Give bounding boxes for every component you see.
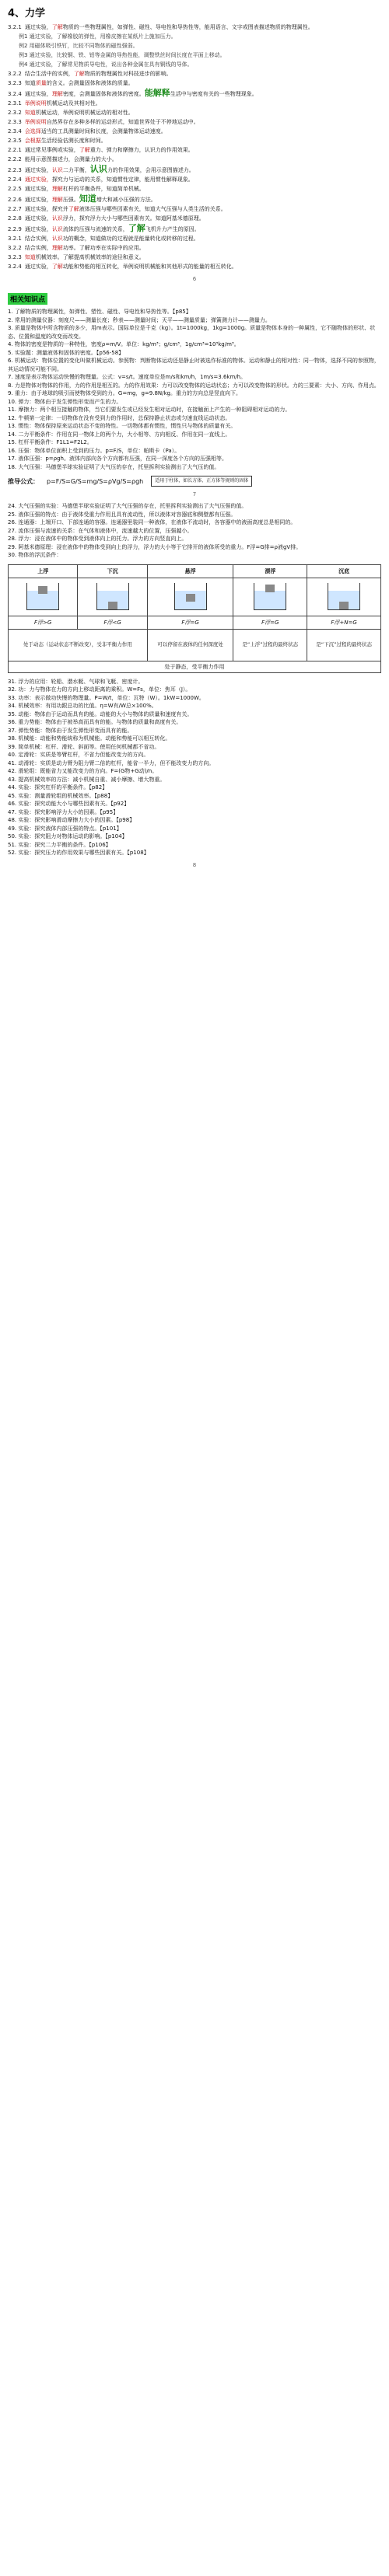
standard-text: 通过实验，: [24, 264, 52, 270]
example-text: 例2 用磁体吸引铁钉，比较不同物体的磁性强弱。: [19, 43, 138, 49]
standard-row: [8, 205, 381, 214]
knowledge-points-heading-wrap: [0, 287, 389, 308]
standard-row: [8, 51, 381, 60]
standard-text: 流体的压强与流速的关系，: [62, 226, 128, 232]
standard-text: 物质的一些物理属性，如弹性、磁性、导电性和导热性等，能用语言、文字或图表描述物质的物理属性。: [62, 24, 314, 30]
knowledge-point: 50. 实验：探究阻力对物体运动的影响。【p104】: [8, 833, 128, 839]
knowledge-points-heading: 相关知识点: [8, 293, 47, 305]
standard-text: 通过实验，: [24, 215, 52, 222]
standard-code: 3.2.1: [8, 24, 22, 30]
table-cell-dynamic: 处于动态（运动状态不断改变），受非平衡力作用: [9, 629, 148, 661]
knowledge-point: 3. 质量是物体中所含物质的多少，用m表示。国际单位是千克（kg）。1t=1000kg，1kg=1000g。质量是物体本身的一种属性，它不随物体的形状、状态、位置和温度的改变而改变。: [8, 325, 376, 340]
beaker-diagram: [174, 583, 207, 610]
knowledge-point: 41. 动滑轮：实质是动力臂为阻力臂二倍的杠杆，能省一半力，但不能改变力的方向。: [8, 759, 215, 766]
table-cell: 是“上浮”过程的最终状态: [233, 629, 307, 661]
table-header-cell: 下沉: [78, 564, 147, 578]
standard-keyword: 了解: [51, 264, 63, 270]
standard-emphasis: 知道: [79, 194, 96, 204]
standard-keyword: 理解: [51, 197, 63, 203]
standard-text: 知道: [24, 80, 36, 86]
knowledge-points-list-2: [0, 502, 389, 560]
knowledge-point: 43. 提高机械效率的方法：减小机械自重、减小摩擦、增大物重。: [8, 776, 166, 783]
standard-text: 适当的工具测量时间和长度，会测量物体运动速度。: [40, 128, 166, 134]
knowledge-point: 40. 定滑轮：实质是等臂杠杆，不省力但能改变力的方向。: [8, 752, 149, 758]
standard-code: 3.2.2: [8, 71, 22, 77]
curriculum-standards-list: [0, 23, 389, 271]
table-header-cell: 悬浮: [147, 564, 233, 578]
knowledge-point: 28. 浮力：浸在液体中的物体受到液体向上的托力。浮力的方向竖直向上。: [8, 536, 187, 542]
knowledge-point: 27. 流体压强与流速的关系：在气体和液体中，流速越大的位置，压强越小。: [8, 527, 193, 534]
knowledge-point: 33. 功率：表示做功快慢的物理量。P=W/t，单位：瓦特（W）。1kW=1000W。: [8, 694, 205, 701]
knowledge-point: 35. 动能：物体由于运动而具有的能。动能的大小与物体的质量和速度有关。: [8, 710, 193, 717]
standard-text: 二力平衡，: [62, 167, 90, 173]
knowledge-point: 11. 摩擦力：两个相互接触的物体，当它们要发生或已经发生相对运动时，在接触面上产生的一种阻碍相对运动的力。: [8, 407, 291, 413]
floating-block: [38, 586, 47, 594]
standard-text: 机械运动及其相对性。: [46, 100, 101, 106]
standard-keyword: 知道: [24, 110, 36, 116]
knowledge-point: 36. 重力势能：物体由于被举高而具有的能。与物体的质量和高度有关。: [8, 719, 182, 725]
standard-keyword: 通过实验，: [24, 176, 52, 183]
standard-row: [8, 137, 381, 145]
beaker-diagram: [328, 583, 360, 610]
table-diagram-cell: [147, 578, 233, 616]
pressure-formula-block: [8, 476, 381, 487]
standard-code: 2.3.4: [8, 128, 22, 134]
standard-text: 的含义。会测量固体和液体的质量。: [46, 80, 134, 86]
standard-code: 2.3.3: [8, 119, 22, 125]
standard-row: [8, 224, 381, 234]
standard-keyword: 理解: [51, 91, 63, 97]
standard-code: 3.2.2: [8, 245, 22, 251]
knowledge-point: 39. 简单机械：杠杆、滑轮、斜面等。使用任何机械都不省功。: [8, 743, 160, 750]
section-title: 4、力学: [8, 8, 46, 19]
knowledge-point: 6. 机械运动：物体位置的变化叫做机械运动。参照物：判断物体运动还是静止时被选作标准的物体。运动和静止的相对性：同一物体，选择不同的参照物，其运动情况可能不同。: [8, 358, 380, 372]
standard-code: 3.2.4: [8, 91, 22, 97]
standard-text: 通过实验，: [24, 226, 52, 232]
standard-row: [8, 176, 381, 184]
standard-text: 功率。了解功率在实际中的应用。: [62, 245, 145, 251]
standard-row: [8, 194, 381, 204]
knowledge-point: 44. 实验：探究杠杆的平衡条件。【p82】: [8, 784, 108, 791]
page-number: 6: [192, 276, 197, 282]
standard-emphasis: 认识: [89, 164, 107, 174]
table-footer: 处于静态，受平衡力作用: [9, 661, 381, 672]
standard-text: 结合实例，: [24, 245, 52, 251]
standard-keyword: 会选择: [24, 128, 41, 134]
standard-keyword: 认识: [51, 167, 63, 173]
standard-text: 生活经验估测长度和时间。: [40, 138, 107, 144]
table-diagram-cell: [307, 578, 381, 616]
table-header-cell: 上浮: [9, 564, 78, 578]
standard-code: 2.2.7: [8, 206, 22, 212]
standard-emphasis: 了解: [128, 223, 145, 233]
standard-row: [8, 89, 381, 99]
knowledge-point: 38. 机械能：动能和势能统称为机械能。动能和势能可以相互转化。: [8, 735, 171, 742]
knowledge-point: 10. 弹力：物体由于发生弹性形变而产生的力。: [8, 398, 122, 405]
standard-text: 结合生活中的实例，: [24, 71, 74, 77]
standard-keyword: 理解: [51, 245, 63, 251]
standard-text: 生活中与密度有关的一些物理现象。: [170, 91, 258, 97]
table-equation-cell: F浮=G: [147, 616, 233, 629]
table-header-cell: 漂浮: [233, 564, 307, 578]
standard-text: 机械效率。了解提高机械效率的途径和意义。: [35, 254, 145, 260]
standard-keyword: 质量: [35, 80, 47, 86]
beaker-diagram: [26, 583, 59, 610]
standard-row: [8, 244, 381, 253]
example-text: 例1 通过实验，了解橡胶的弹性，用橡皮擦在某纸片上施加压力。: [19, 33, 177, 40]
standard-code: 2.2.6: [8, 197, 22, 203]
floating-block: [339, 602, 349, 609]
standard-keyword: 认识: [51, 236, 63, 242]
standard-code: 2.3.2: [8, 110, 22, 116]
standard-row: [8, 155, 381, 164]
knowledge-point: 51. 实验：探究二力平衡的条件。【p106】: [8, 841, 111, 848]
standard-keyword: 举例说明: [24, 119, 47, 125]
standard-keyword: 了解: [68, 206, 79, 212]
knowledge-point: 5. 实验题：测量液体和固体的密度。【p56-58】: [8, 349, 124, 356]
standard-row: [8, 215, 381, 223]
standard-row: [8, 235, 381, 243]
standard-text: 密度，会测量固体和液体的密度。: [62, 91, 145, 97]
standard-code: 2.2.1: [8, 147, 22, 153]
standard-row: [8, 146, 381, 155]
standard-row: [8, 253, 381, 262]
standard-text: 力的作用效果，会用示意图描述力。: [107, 167, 194, 173]
knowledge-point: 46. 实验：探究动能大小与哪些因素有关。【p92】: [8, 801, 130, 807]
buoyancy-conditions-table: [8, 564, 381, 673]
standard-row: [8, 23, 381, 32]
standard-text: 重力、弹力和摩擦力，认识力的作用效果。: [89, 147, 194, 153]
standard-code: 2.2.5: [8, 186, 22, 192]
standard-keyword: 了解: [51, 24, 63, 30]
table-diagram-cell: [233, 578, 307, 616]
standard-keyword: 理解: [51, 186, 63, 192]
standard-row: [8, 42, 381, 51]
standard-row: [8, 185, 381, 194]
table-diagram-cell: [9, 578, 78, 616]
formula-label: 推导公式：: [8, 477, 39, 485]
knowledge-point: 7. 速度是表示物体运动快慢的物理量。公式：v=s/t。速度单位是m/s和km/h，1m/s=3.6km/h。: [8, 374, 247, 380]
table-cell: 是“下沉”过程的最终状态: [307, 629, 381, 661]
standard-text: 通过实验，: [24, 197, 52, 203]
table-equation-cell: F浮>G: [9, 616, 78, 629]
floating-block: [108, 602, 117, 609]
standard-text: 液体压强与哪些因素有关，知道大气压强与人类生活的关系。: [79, 206, 226, 212]
standard-keyword: 举例说明: [24, 100, 47, 106]
standard-code: 3.2.4: [8, 264, 22, 270]
standard-row: [8, 33, 381, 41]
knowledge-point: 37. 弹性势能：物体由于发生弹性形变而具有的能。: [8, 727, 133, 734]
knowledge-point: 31. 浮力的应用：轮船、潜水艇、气球和飞艇、密度计。: [8, 678, 144, 685]
standard-keyword: 了解: [73, 71, 85, 77]
table-header-cell: 沉底: [307, 564, 381, 578]
standard-text: 机械运动，举例说明机械运动的相对性。: [35, 110, 134, 116]
knowledge-point: 1. 了解物质的物理属性，如弹性、塑性、磁性、导电性和导热性等。【p85】: [8, 309, 191, 315]
standard-text: 动能和势能的相互转化，举例说明机械能和其他形式的能量的相互转化。: [62, 264, 237, 270]
standard-text: 结合实例，: [24, 236, 52, 242]
standard-text: 通过实验，: [24, 167, 52, 173]
standard-text: 压强。: [62, 197, 79, 203]
knowledge-point: 47. 实验：探究影响浮力大小的因素。【p95】: [8, 808, 119, 815]
standard-text: 自然界存在多种多样的运动形式，知道世界处于不停地运动中。: [46, 119, 199, 125]
knowledge-point: 18. 大气压强：马德堡半球实验证明了大气压的存在，托里拆利实验测出了大气压的值。: [8, 463, 220, 470]
standard-code: 2.2.9: [8, 226, 22, 232]
knowledge-point: 52. 实验：探究压力的作用效果与哪些因素有关。【p108】: [8, 850, 149, 856]
knowledge-point: 15. 杠杆平衡条件：F1L1=F2L2。: [8, 439, 93, 445]
standard-keyword: 知道: [24, 254, 36, 260]
knowledge-points-list: [0, 308, 389, 471]
knowledge-point: 25. 液体压强的特点：由于液体受重力作用且具有流动性，所以液体对容器底和侧壁都有压强。: [8, 511, 237, 518]
knowledge-point: 32. 功：力与物体在力的方向上移动距离的乘积。W=Fs，单位：焦耳（J）。: [8, 686, 191, 693]
standard-text: 浮力，探究浮力大小与哪些因素有关。知道阿基米德原理。: [62, 215, 205, 222]
standard-keyword: 了解: [79, 147, 90, 153]
standard-row: [8, 263, 381, 271]
standard-row: [8, 165, 381, 175]
standard-text: 通过实验，: [24, 186, 52, 192]
standard-code: 3.2.3: [8, 254, 22, 260]
standard-text: 通过实验，探究并: [24, 206, 68, 212]
standard-row: [8, 61, 381, 69]
knowledge-point: 45. 实验：测量滑轮组的机械效率。【p88】: [8, 792, 114, 799]
knowledge-point: 12. 牛顿第一定律：一切物体在没有受到力的作用时，总保持静止状态或匀速直线运动状态。: [8, 414, 231, 421]
knowledge-point: 13. 惯性：物体保持原来运动状态不变的特性。一切物体都有惯性，惯性只与物体的质量有关。: [8, 423, 237, 429]
standard-row: [8, 109, 381, 117]
standard-code: 2.3.1: [8, 100, 22, 106]
standard-keyword: 会根据: [24, 138, 41, 144]
standard-text: 杠杆的平衡条件，知道简单机械。: [62, 186, 145, 192]
standard-text: 增大和减小压强的方法。: [96, 197, 156, 203]
floating-block: [186, 594, 195, 602]
standard-keyword: 认识: [51, 226, 63, 232]
standard-row: [8, 127, 381, 136]
standard-text: 通过实验，: [24, 24, 52, 30]
example-text: 例4 通过实验，了解常见物质导电性，说出各种金属在具有铜线的导体。: [19, 61, 193, 68]
formula-expression: p=F/S=G/S=mg/S=ρVg/S=ρgh: [47, 477, 144, 485]
table-equation-cell: F浮+N=G: [307, 616, 381, 629]
standard-row: [8, 79, 381, 88]
beaker-diagram: [254, 583, 286, 610]
knowledge-point: 9. 重力：由于地球的吸引而使物体受到的力。G=mg，g=9.8N/kg。重力的方向总是竖直向下。: [8, 390, 241, 396]
formula-note: 适用于柱体，如长方体、正方体等规则的固体: [151, 476, 252, 487]
table-equation-cell: F浮<G: [78, 616, 147, 629]
table-equation-cell: F浮=G: [233, 616, 307, 629]
knowledge-point: 24. 大气压强的实验：马德堡半球实验证明了大气压强的存在，托里拆利实验测出了大气压强的值。: [8, 503, 247, 509]
knowledge-point: 48. 实验：探究影响滑动摩擦力大小的因素。【p98】: [8, 817, 135, 823]
standard-row: [8, 70, 381, 79]
page-number: 7: [192, 491, 197, 497]
standard-code: 3.2.3: [8, 80, 22, 86]
knowledge-point: 2. 常用的测量仪器：刻度尺——测量长度；秒表——测量时间；天平——测量质量；弹簧测力计——测量力。: [8, 316, 271, 323]
table-cell: 可以停留在液体的任何深度处: [147, 629, 233, 661]
standard-code: 2.2.2: [8, 156, 22, 162]
knowledge-points-list-3: [0, 678, 389, 857]
standard-code: 3.2.1: [8, 236, 22, 242]
knowledge-point: 30. 物体的浮沉条件：: [8, 552, 62, 558]
standard-emphasis: 能解释: [144, 88, 170, 98]
knowledge-point: 4. 物体的密度是物质的一种特性，密度ρ=m/V。单位：kg/m³；g/cm³，1g/cm³=10³kg/m³。: [8, 341, 240, 347]
standard-row: [8, 99, 381, 108]
standard-code: 2.2.4: [8, 176, 22, 183]
knowledge-point: 42. 滑轮组：既能省力又能改变力的方向。F=(G物+G动)/n。: [8, 768, 158, 774]
floating-block: [265, 585, 275, 592]
beaker-diagram: [96, 583, 129, 610]
standard-text: 探究力与运动的关系，知道惯性定律，能用惯性解释现象。: [51, 176, 194, 183]
knowledge-point: 29. 阿基米德原理：浸在液体中的物体受到向上的浮力，浮力的大小等于它排开的液体所受的重力。F浮=G排=ρ液gV排。: [8, 543, 302, 550]
standard-row: [8, 118, 381, 127]
standard-text: 通过实验，: [24, 91, 52, 97]
standard-text: 物质的物理属性对科技进步的影响。: [84, 71, 172, 77]
knowledge-point: 34. 机械效率：有用功跟总功的比值。η=W有/W总×100%。: [8, 703, 157, 709]
standard-text: 能用示意图描述力，会测量力的大小。: [24, 156, 117, 162]
knowledge-point: 17. 液体压强：p=ρgh。液体内部向各个方向都有压强，在同一深度各个方向的压强相等。: [8, 456, 227, 462]
standard-text: 通过常见事例或实验，: [24, 147, 79, 153]
example-text: 例3 通过实验，比较铜、铁、铝等金属的导热性能，调整铁丝时间长度在平面上移动。: [19, 52, 226, 58]
page-number: 8: [192, 861, 197, 868]
standard-text: 功的概念，知道做功的过程就是能量转化或转移的过程。: [62, 236, 199, 242]
table-diagram-cell: [78, 578, 147, 616]
knowledge-point: 14. 二力平衡条件：作用在同一物体上的两个力，大小相等、方向相反、作用在同一直线上。: [8, 431, 231, 438]
knowledge-point: 8. 力是物体对物体的作用，力的作用是相互的。力的作用效果：力可以改变物体的运动状态；力可以改变物体的形状。力的三要素：大小、方向、作用点。: [8, 382, 380, 389]
knowledge-point: 26. 连通器：上端开口、下部连通的容器。连通器里装同一种液体，在液体不流动时，各容器中的液面高度总是相同的。: [8, 519, 296, 525]
standard-code: 2.2.3: [8, 167, 22, 173]
standard-code: 2.3.5: [8, 138, 22, 144]
knowledge-point: 16. 压强：物体单位面积上受到的压力。p=F/S，单位：帕斯卡（Pa）。: [8, 447, 180, 454]
standard-code: 2.2.8: [8, 215, 22, 222]
standard-text: 飞机升力产生的原因。: [145, 226, 200, 232]
standard-keyword: 认识: [51, 215, 63, 222]
knowledge-point: 49. 实验：探究液体内部压强的特点。【p101】: [8, 825, 122, 832]
